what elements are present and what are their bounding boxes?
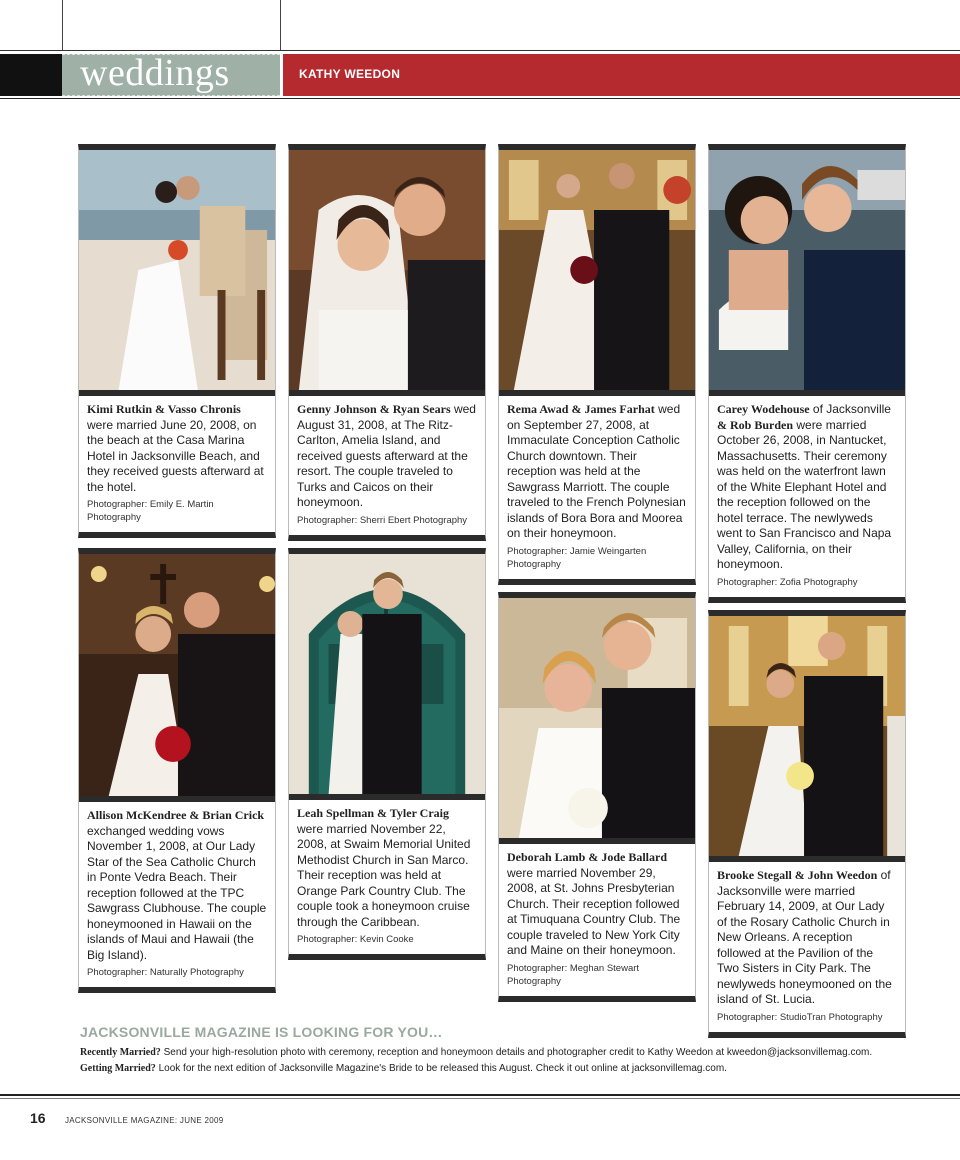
callout-text: Look for the next edition of Jacksonville Magazine's Bride to be released this August. Check it out online at jacksonvillemag.com. <box>155 1063 727 1074</box>
wedding-card-lamb-ballard <box>498 592 696 1002</box>
author-name: KATHY WEEDON <box>299 67 401 81</box>
wedding-details: were married November 29, 2008, at St. Johns Presbyterian Church. Their reception followed at Timuquana Country Club. The couple traveled to New York City and Maine on their honeymoon. <box>507 865 681 957</box>
wedding-caption <box>289 800 485 954</box>
page-number: 16 <box>30 1110 46 1126</box>
photo-credit: Photographer: Jamie Weingarten Photography <box>507 545 647 570</box>
top-rules <box>0 0 960 52</box>
author-bar <box>283 54 960 96</box>
wedding-caption <box>79 802 275 987</box>
photo-credit: Photographer: Naturally Photography <box>87 967 244 978</box>
wedding-caption <box>499 396 695 579</box>
couple-names: Deborah Lamb & Jode Ballard <box>507 850 668 864</box>
wedding-card-spellman-craig <box>288 548 486 960</box>
bride-name: Carey Wodehouse <box>717 402 810 416</box>
photo-credit: Photographer: Emily E. Martin Photography <box>87 499 214 523</box>
callout-text: Send your high-resolution photo with ceremony, reception and honeymoon details and photographer credit to Kathy Weedon at kweedon@jacksonvillemag.com. <box>160 1047 873 1058</box>
wedding-caption <box>289 396 485 535</box>
bride-hometown: of Jacksonville <box>809 402 891 416</box>
wedding-photo <box>499 150 695 390</box>
groom-name: & Rob Burden <box>717 417 794 432</box>
wedding-card-mckendree-crick <box>78 548 276 993</box>
wedding-caption <box>709 862 905 1032</box>
couple-names: Leah Spellman & Tyler Craig <box>297 806 450 820</box>
wedding-photo <box>79 554 275 796</box>
couple-names: Genny Johnson & Ryan Sears <box>297 402 451 416</box>
folio: JACKSONVILLE MAGAZINE: JUNE 2009 <box>65 1116 224 1125</box>
callout-getting-married <box>80 1063 727 1074</box>
wedding-details: wed on September 27, 2008, at Immaculate Conception Catholic Church downtown. Their reception was held at the Sawgrass Marriott. The couple traveled to the French Polynesian islands of Bora Bora and Moorea on their honeymoon. <box>507 402 686 540</box>
wedding-photo <box>709 150 905 390</box>
callout-lead: Recently Married? <box>80 1047 161 1058</box>
couple-names: Rema Awad & James Farhat <box>507 402 655 416</box>
couple-names: Brooke Stegall & John Weedon <box>717 868 878 882</box>
rule-vertical-left <box>62 0 63 50</box>
wedding-card-rutkin-chronis <box>78 144 276 538</box>
couple-names: Allison McKendree & Brian Crick <box>87 808 265 822</box>
rule-vertical-right <box>280 0 281 50</box>
photo-credit: Photographer: StudioTran Photography <box>717 1011 883 1023</box>
wedding-details: were married October 26, 2008, in Nantucket, Massachusetts. Their ceremony was held on the waterfront lawn of the White Elephant Hotel and the reception followed on the hotel terrace. The newlyweds went to San Francisco and Napa Valley, California, on their honeymoon. <box>717 417 892 571</box>
photo-credit: Photographer: Zofia Photography <box>717 576 858 588</box>
couple-names: Kimi Rutkin & Vasso Chronis <box>87 402 241 416</box>
wedding-photo <box>289 150 485 390</box>
wedding-caption <box>499 844 695 996</box>
photo-credit: Photographer: Kevin Cooke <box>297 934 414 945</box>
banner-black-block <box>0 54 62 96</box>
wedding-details: wed August 31, 2008, at The Ritz-Carlton, Amelia Island, and received guests afterward at the resort. The couple traveled to Turks and Caicos on their honeymoon. <box>297 402 476 509</box>
wedding-card-wodehouse-burden <box>708 144 906 603</box>
section-banner <box>0 54 960 96</box>
wedding-card-stegall-weedon <box>708 610 906 1038</box>
wedding-photo <box>709 616 905 856</box>
photo-credit: Photographer: Meghan Stewart Photography <box>507 962 640 987</box>
wedding-photo <box>289 554 485 794</box>
wedding-photo <box>79 150 275 390</box>
wedding-details: exchanged wedding vows November 1, 2008, at Our Lady Star of the Sea Catholic Church in Ponte Vedra Beach. Their reception followed at the TPC Sawgrass Clubhouse. The couple honeymooned in Hawaii on the islands of Maui and Hawaii (the Big Island). <box>87 823 267 962</box>
wedding-card-awad-farhat <box>498 144 696 585</box>
callout-heading: JACKSONVILLE MAGAZINE IS LOOKING FOR YOU… <box>80 1024 443 1040</box>
wedding-caption <box>79 396 275 532</box>
wedding-details: were married November 22, 2008, at Swaim Memorial United Methodist Church in San Marco. Their reception was held at Orange Park Country Club. The couple took a honeymoon cruise through the Caribbean. <box>297 821 471 929</box>
banner-rule <box>0 98 960 99</box>
photo-credit: Photographer: Sherri Ebert Photography <box>297 514 468 526</box>
section-title: weddings <box>80 52 230 94</box>
wedding-photo <box>499 598 695 838</box>
section-title-box <box>62 54 280 96</box>
bottom-rule <box>0 1094 960 1096</box>
wedding-caption <box>709 396 905 597</box>
callout-recently-married <box>80 1047 872 1058</box>
wedding-details: of Jacksonville were married February 14, 2009, at Our Lady of the Rosary Catholic Church in New Orleans. A reception followed at the Pavilion of the Two Sisters in City Park. The newlyweds honeymooned on the island of St. Lucia. <box>717 868 892 1006</box>
bottom-rule-thin <box>0 1098 960 1099</box>
callout-lead: Getting Married? <box>80 1063 156 1074</box>
wedding-card-johnson-sears <box>288 144 486 541</box>
wedding-details: were married June 20, 2008, on the beach at the Casa Marina Hotel in Jacksonville Beach, and they received guests afterward at the hotel. <box>87 417 264 494</box>
